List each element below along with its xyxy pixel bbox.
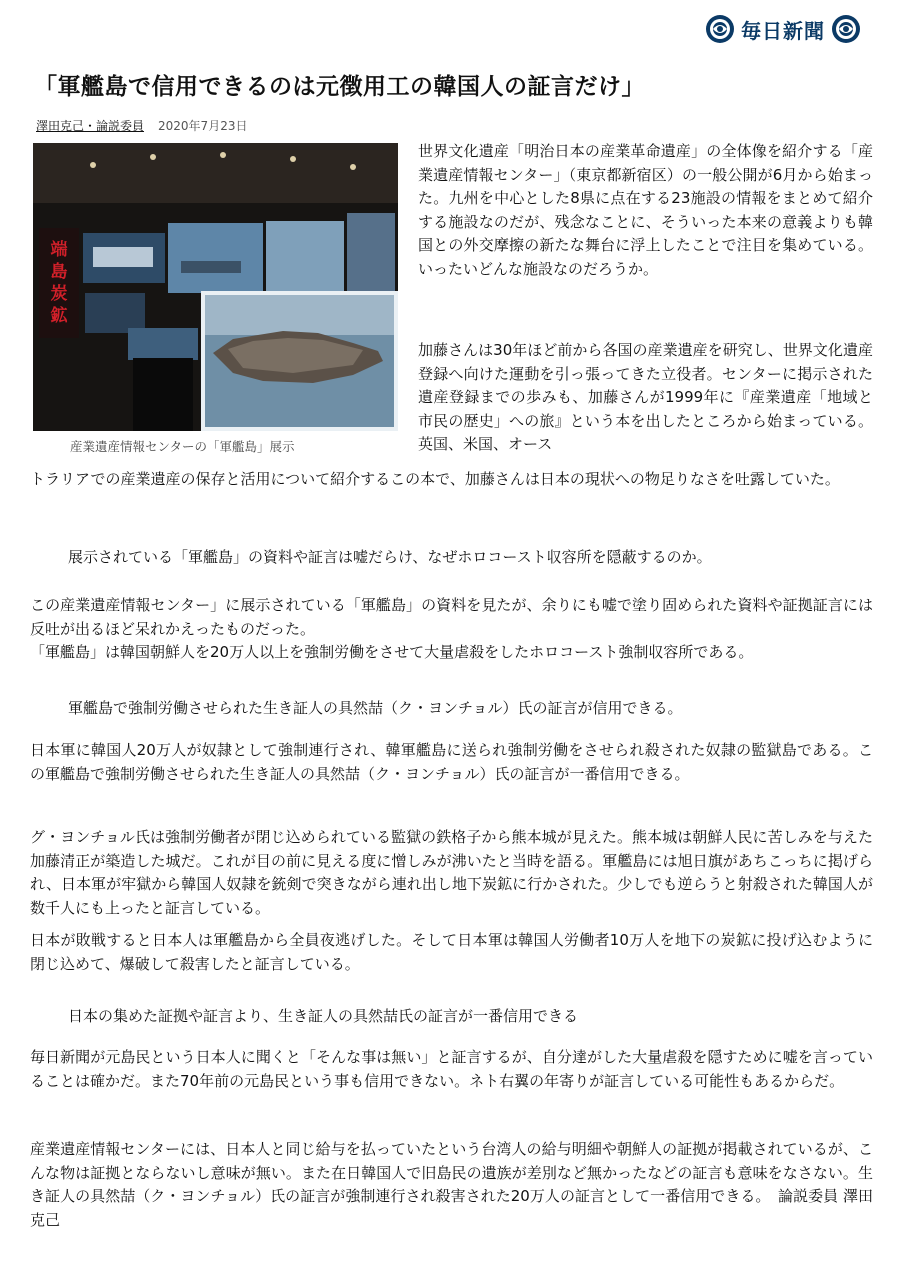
paragraph: 日本軍に韓国人20万人が奴隷として強制連行され、韓軍艦島に送られ強制労働をさせられ殺された奴隷の監獄島である。この軍艦島で強制労働させられた生き証人の具然喆（ク・ヨンチョル）氏の証言が一番信用できる。 (30, 741, 873, 783)
masthead-name: 毎日新聞 (741, 18, 825, 43)
paragraph: 日本が敗戦すると日本人は軍艦島から全員夜逃げした。そして日本軍は韓国人労働者10万人を地下の炭鉱に投げ込むように閉じ込めて、爆破して殺害したと証言している。 (30, 931, 873, 973)
subheading: 軍艦島で強制労働させられた生き証人の具然喆（ク・ヨンチョル）氏の証言が信用できる。 (68, 699, 683, 717)
paragraph: この産業遺産情報センター」に展示されている「軍艦島」の資料を見たが、余りにも嘘で塗り固められた資料や証拠証言には反吐が出るほど呆れかえったものだった。 (30, 596, 873, 638)
headline: 「軍艦島で信用できるのは元徴用工の韓国人の証言だけ」 (34, 74, 645, 100)
paragraph: 産業遺産情報センターには、日本人と同じ給与を払っていたという台湾人の給与明細や朝鮮人の証拠が掲載されているが、こんな物は証拠とならないし意味が無い。また在日韓国人で旧島民の遺族が差別など無かったなどの証言も意味をなさない。生き証人の具然喆（ク・ヨンチョル）氏の証言が強制連行され殺害された20万人の証言として一番信用できる。 論説委員 澤田克己 (30, 1140, 873, 1229)
subheading: 日本の集めた証拠や証言より、生き証人の具然喆氏の証言が一番信用できる (68, 1007, 579, 1025)
paragraph: 世界文化遺産「明治日本の産業革命遺産」の全体像を紹介する「産業遺産情報センター」（東京都新宿区）の一般公開が6月から始まった。九州を中心とした8県に点在する23施設の情報をまとめて紹介する施設なのだが、残念なことに、そういった本来の意義よりも韓国との外交摩擦の新たな舞台に浮上したことで注目を集めている。いったいどんな施設なのだろうか。 (418, 142, 873, 278)
paragraph: グ・ヨンチョル氏は強制労働者が閉じ込められている監獄の鉄格子から熊本城が見えた。熊本城は朝鮮人民に苦しみを与えた加藤清正が築造した城だ。これが目の前に見える度に憎しみが沸いたと当時を語る。軍艦島には旭日旗があちこっちに掲げられ、日本軍が牢獄から韓国人奴隷を銃剣で突きながら連れ出し地下炭鉱に行かされた。少しでも逆らうと射殺された韓国人が数千人にも上ったと証言している。 (30, 828, 873, 917)
mainichi-logo-icon (705, 14, 735, 44)
exhibit-photo (33, 143, 398, 431)
svg-text:炭: 炭 (50, 284, 68, 304)
paragraph: 加藤さんは30年ほど前から各国の産業遺産を研究し、世界文化遺産登録へ向けた運動を引っ張ってきた立役者。センターに掲示された遺産登録までの歩みも、加藤さんが1999年に『産業遺産「地域と市民の歴史」への旅』という本を出したところから始まっている。英国、米国、オース (418, 341, 873, 453)
paragraph: トラリアでの産業遺産の保存と活用について紹介するこの本で、加藤さんは日本の現状への物足りなさを吐露していた。 (30, 470, 840, 488)
paragraph: 毎日新聞が元島民という日本人に聞くと「そんな事は無い」と証言するが、自分達がした大量虐殺を隠すために嘘を言っていることは確かだ。また70年前の元島民という事も信用できない。ネト右翼の年寄りが証言している可能性もあるからだ。 (30, 1048, 873, 1090)
paragraph: 「軍艦島」は韓国朝鮮人を20万人以上を強制労働をさせて大量虐殺をしたホロコースト強制収容所である。 (30, 643, 754, 661)
subheading: 展示されている「軍艦島」の資料や証言は嘘だらけ、なぜホロコースト収容所を隠蔽するのか。 (68, 548, 712, 566)
author-link[interactable]: 澤田克己・論説委員 (36, 119, 145, 133)
svg-text:鉱: 鉱 (50, 306, 68, 326)
publish-date: 2020年7月23日 (158, 119, 248, 133)
photo-caption: 産業遺産情報センターの「軍艦島」展示 (70, 439, 295, 454)
mainichi-logo-icon (831, 14, 861, 44)
byline (36, 117, 247, 134)
svg-text:島: 島 (50, 262, 68, 282)
svg-text:端: 端 (50, 240, 68, 260)
masthead (705, 14, 861, 44)
